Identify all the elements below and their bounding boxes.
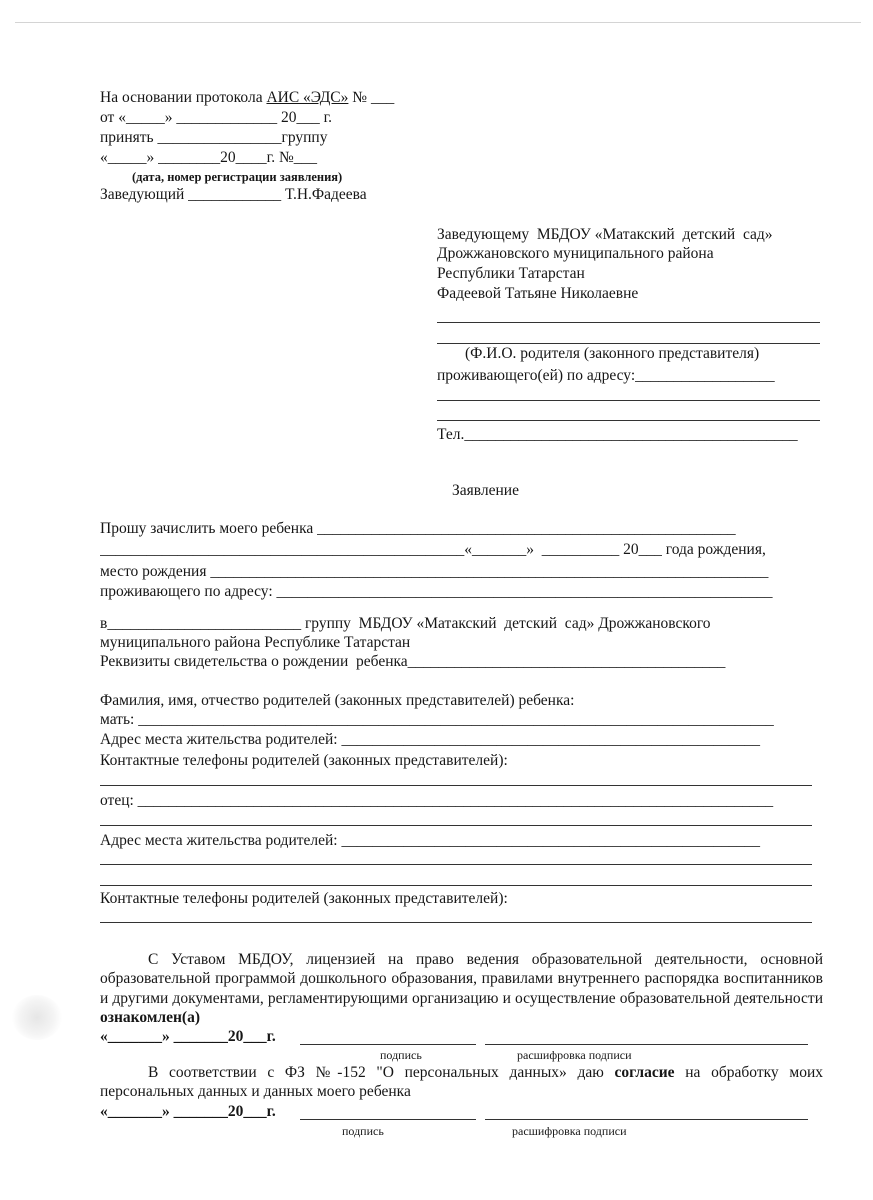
- parent-name-blank-1: [437, 322, 820, 323]
- parent-name-note: (Ф.И.О. родителя (законного представителя): [465, 345, 760, 362]
- address-blank-1: [437, 400, 820, 401]
- registration-date-line: «_____» ________20____г. №___: [100, 149, 318, 166]
- consent-signature-blank[interactable]: [300, 1119, 476, 1120]
- acknowledgement-signature-label: подпись: [380, 1048, 422, 1062]
- mother-phones-blank: [100, 785, 812, 786]
- mother-line: мать: __________________________________________________________________________________: [100, 711, 774, 728]
- from-date-line: от «_____» _____________ 20___ г.: [100, 109, 333, 126]
- parent-name-blank-2: [437, 343, 820, 344]
- acknowledgement-decoding-blank[interactable]: [485, 1044, 808, 1045]
- father-line: отец: __________________________________________________________________________________: [100, 792, 774, 809]
- parents-heading: Фамилия, имя, отчество родителей (законных представителей) ребенка:: [100, 692, 575, 709]
- acknowledgement-decoding-label: расшифровка подписи: [517, 1048, 632, 1062]
- group-line: в_________________________ группу МБДОУ «Матакский детский сад» Дрожжановского: [100, 615, 711, 632]
- consent-decoding-label: расшифровка подписи: [512, 1124, 627, 1138]
- addressee-line-1: Заведующему МБДОУ «Матакский детский сад»: [437, 226, 773, 243]
- father-phones-blank: [100, 922, 812, 923]
- protocol-number: № ___: [348, 89, 395, 106]
- consent-body-start: В соответствии с ФЗ №-152 "О персональных данных» даю: [148, 1064, 615, 1081]
- head-signature-line: Заведующий ____________ Т.Н.Фадеева: [100, 186, 367, 203]
- acknowledgement-text: [100, 950, 823, 1027]
- consent-label: согласие: [614, 1064, 675, 1081]
- addressee-line-2: Дрожжановского муниципального района: [437, 245, 714, 262]
- acknowledgement-signature-blank[interactable]: [300, 1044, 476, 1045]
- acknowledged-label: ознакомлен(а): [100, 1008, 200, 1026]
- addressee-line-3: Республики Татарстан: [437, 265, 585, 282]
- father-address-line: Адрес места жительства родителей: ______________________________________________________: [100, 832, 760, 849]
- father-blank: [100, 825, 812, 826]
- birth-date-line: _______________________________________________«_______» __________ 20___ года рождения,: [100, 541, 766, 558]
- father-phones-label: Контактные телефоны родителей (законных представителей):: [100, 890, 508, 907]
- protocol-line: [100, 89, 394, 107]
- mother-address-line: Адрес места жительства родителей: ______________________________________________________: [100, 731, 760, 748]
- consent-decoding-blank[interactable]: [485, 1119, 808, 1120]
- birth-certificate-line: Реквизиты свидетельства о рождении ребенка_________________________________________: [100, 653, 726, 670]
- birth-place-line: место рождения ________________________________________________________________________: [100, 563, 769, 580]
- residing-address-line: проживающего по адресу: ________________________________________________________________: [100, 583, 773, 600]
- consent-signature-label: подпись: [342, 1124, 384, 1138]
- accepted-group-line: принять ________________группу: [100, 129, 328, 146]
- phone-line: Тел.___________________________________________: [437, 426, 798, 443]
- acknowledgement-body: С Уставом МБДОУ, лицензией на право ведения образовательной деятельности, основной образовательной программой дошкольного образования, правилами внутреннего распорядка воспитанников и другими документами, регламентирующими организацию и осуществление образовательной деятельности: [100, 951, 823, 1007]
- father-address-blank-1: [100, 864, 812, 865]
- consent-date: «_______» _______20___г.: [100, 1103, 276, 1120]
- registration-note: (дата, номер регистрации заявления): [132, 170, 343, 184]
- scan-top-edge: [15, 22, 861, 23]
- document-title: Заявление: [452, 482, 519, 499]
- address-blank-2: [437, 420, 820, 421]
- group-line-continued: муниципального района Республике Татарстан: [100, 634, 411, 651]
- consent-body-end: на обработку моих персональных данных и данных моего ребенка: [100, 1064, 823, 1101]
- mother-phones-label: Контактные телефоны родителей (законных представителей):: [100, 752, 508, 769]
- father-address-blank-2: [100, 885, 812, 886]
- scan-smudge: [12, 995, 62, 1040]
- consent-text: [100, 1063, 823, 1102]
- protocol-prefix: На основании протокола: [100, 89, 267, 106]
- addressee-line-4: Фадеевой Татьяне Николаевне: [437, 285, 639, 302]
- residing-line: проживающего(ей) по адресу:__________________: [437, 367, 775, 384]
- acknowledgement-date: «_______» _______20___г.: [100, 1028, 276, 1045]
- enroll-line: Прошу зачислить моего ребенка ______________________________________________________: [100, 520, 736, 537]
- protocol-system: АИС «ЭДС»: [266, 89, 349, 106]
